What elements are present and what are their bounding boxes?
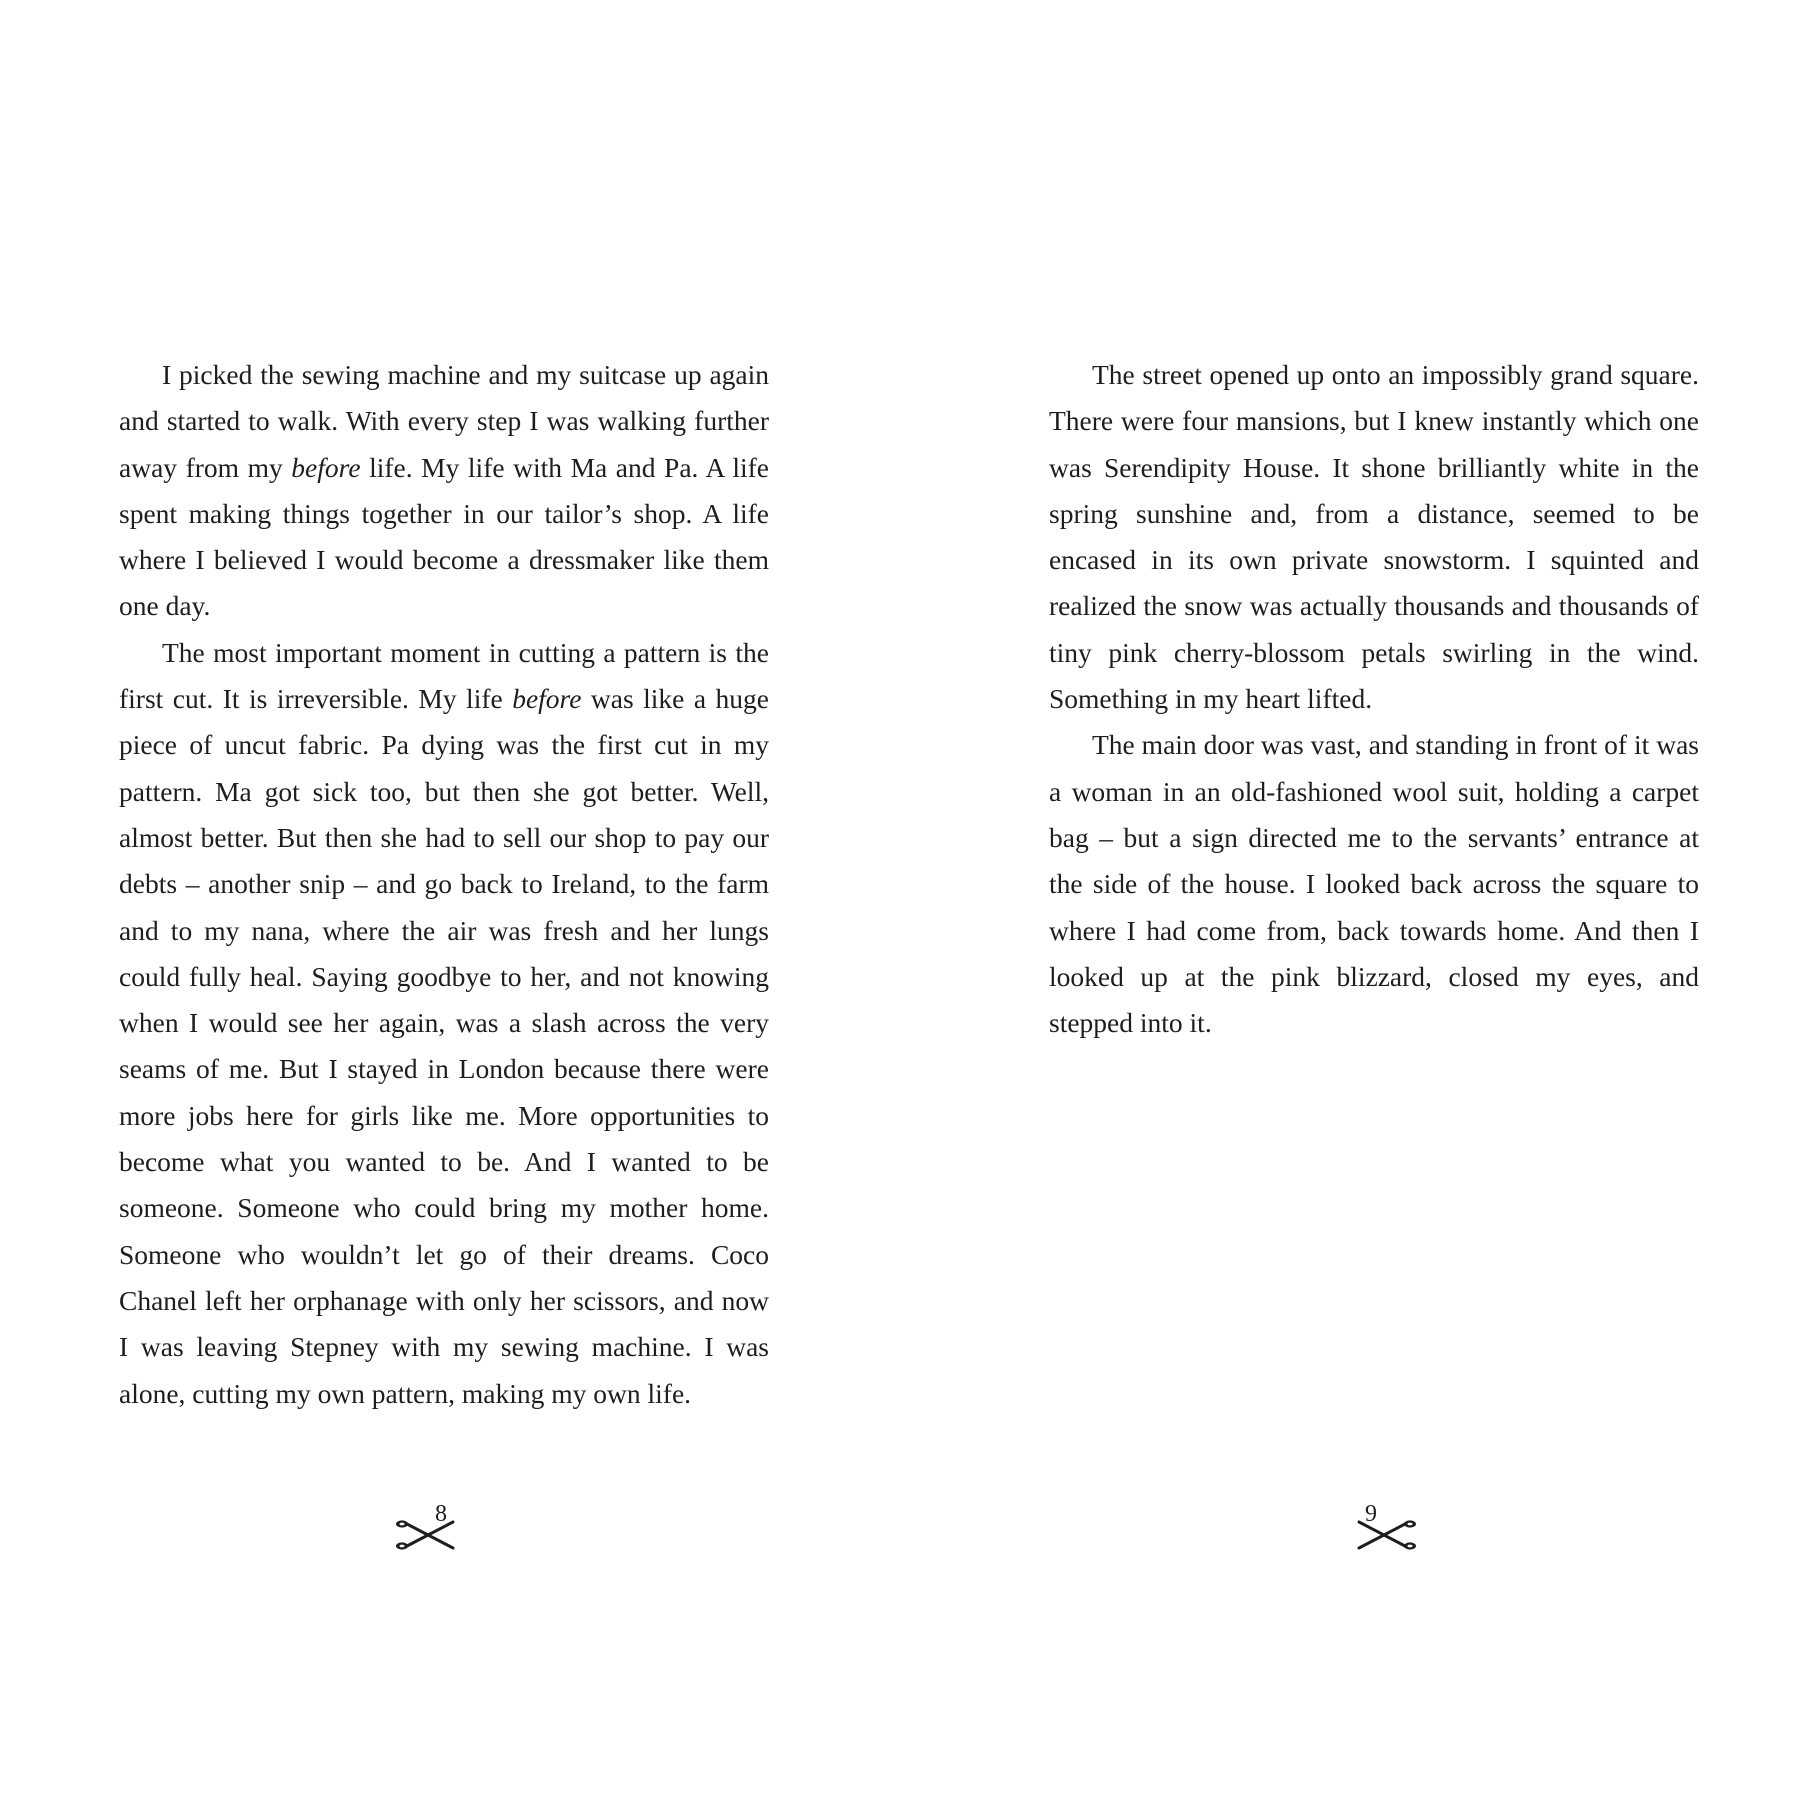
left-page-folio [395,1500,495,1560]
italic-word: before [512,683,582,715]
paragraph: The most important moment in cutting a pattern is the first cut. It is irreversible. My life before was like a huge piece of uncut fabric. Pa dying was the first cut in my pattern. Ma got sick too, but then she got better. Well, almost better. But then she had to sell our shop to pay our debts – another snip – and go back to Ireland, to the farm and to my nana, where the air was fresh and her lungs could fully heal. Saying goodbye to her, and not knowing when I would see her again, was a slash across the very seams of me. But I stayed in London because there were more jobs here for girls like me. More opportunities to become what you wanted to be. And I wanted to be someone. Someone who could bring my mother home. Someone who wouldn’t let go of their dreams. Coco Chanel left her orphanage with only her scissors, and now I was leaving Stepney with my sewing machine. I was alone, cutting my own pattern, making my own life. [119,636,769,1409]
left-page [119,352,769,1417]
paragraph: The street opened up onto an impossibly grand square. There were four mansions, but I knew instantly which one was Serendipity House. It shone brilliantly white in the spring sunshine and, from a distance, seemed to be encased in its own private snowstorm. I squinted and realized the snow was actually thousands and thousands of tiny pink cherry-blossom petals swirling in the wind. Something in my heart lifted. [1049,359,1699,715]
right-page [1049,352,1699,1046]
paragraph: The main door was vast, and standing in front of it was a woman in an old-fashioned wool suit, holding a carpet bag – but a sign directed me to the servants’ entrance at the side of the house. I looked back across the square to where I had come from, back towards home. And then I looked up at the pink blizzard, closed my eyes, and stepped into it. [1049,729,1699,1039]
page-number: 8 [435,1501,447,1527]
italic-word: before [291,451,361,483]
right-page-text [1049,352,1699,1046]
left-page-text [119,352,769,1417]
paragraph: I picked the sewing machine and my suitcase up again and started to walk. With every step I was walking further away from my before life. My life with Ma and Pa. A life spent making things together in our tailor’s shop. A life where I believed I would become a dressmaker like them one day. [119,359,769,622]
scissors-icon [395,1518,457,1552]
right-page-folio [1355,1500,1455,1560]
page-number: 9 [1365,1501,1377,1527]
